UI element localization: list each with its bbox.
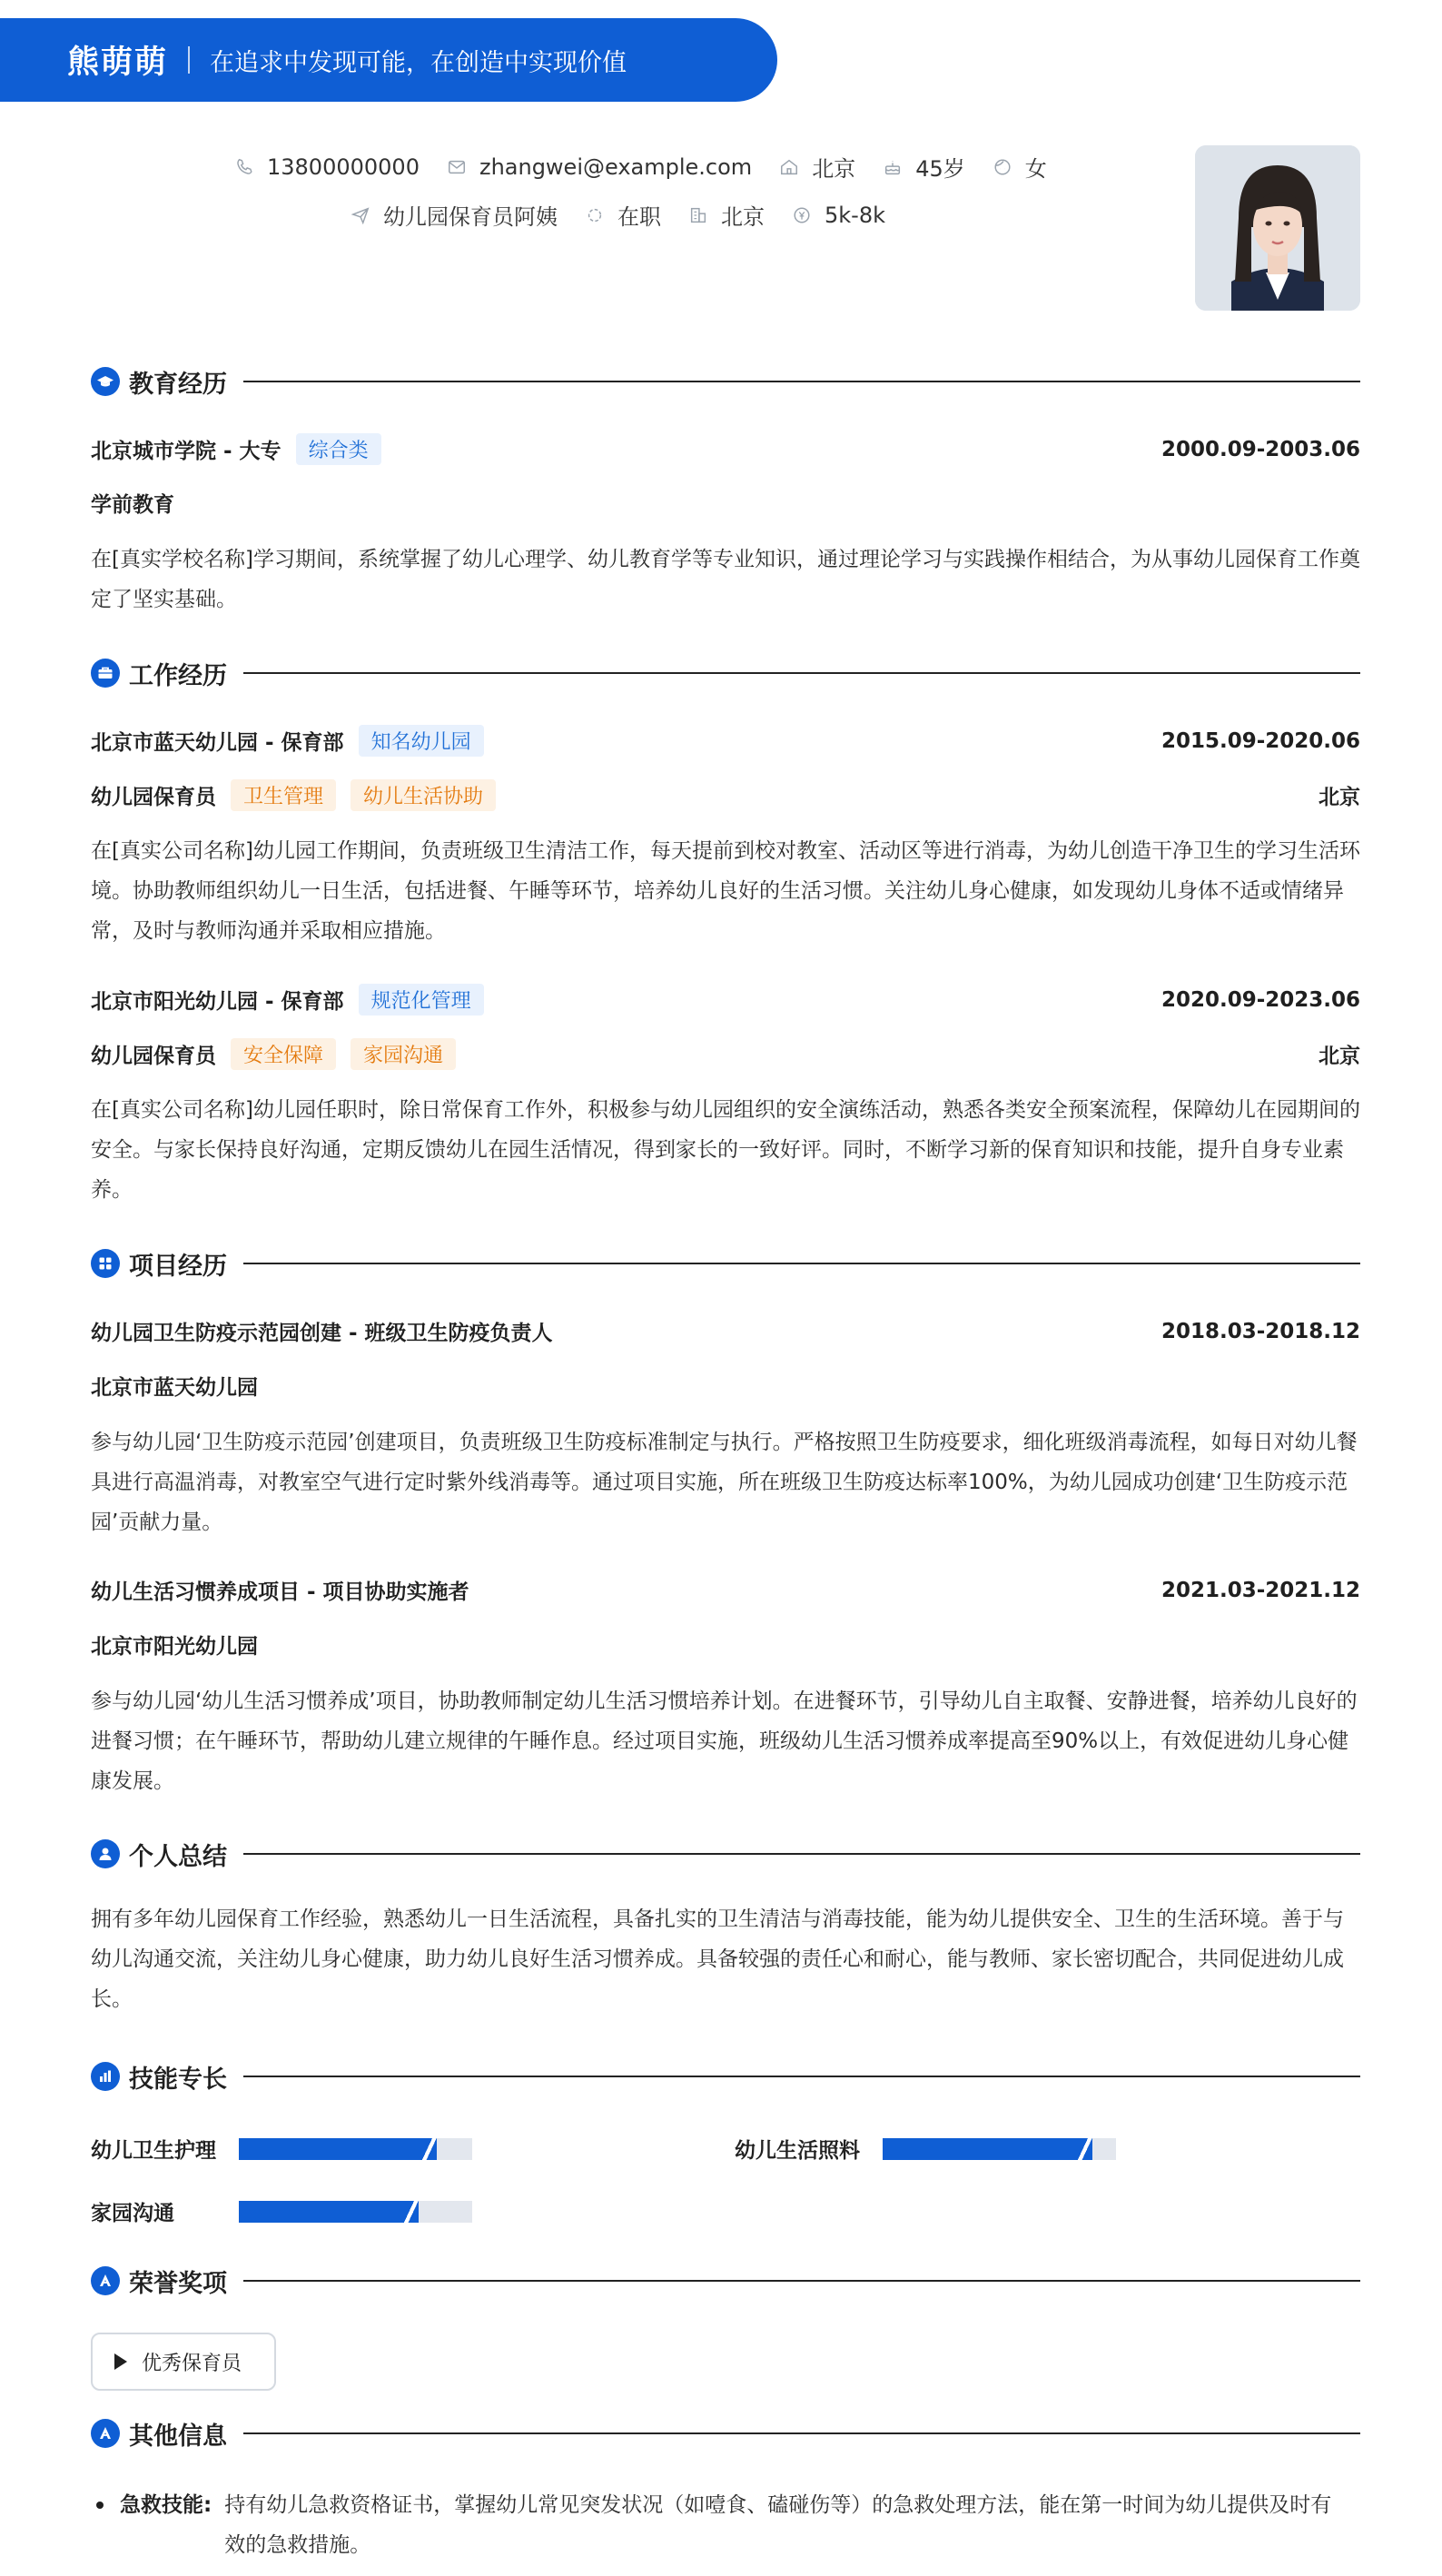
- section-summary-title: 个人总结: [129, 1842, 227, 1871]
- contact-row-2: [351, 199, 885, 231]
- work-1-skill-tag: 幼儿生活协助: [351, 779, 496, 811]
- section-divider: [243, 672, 1360, 674]
- section-awards-title: 荣誉奖项: [129, 2269, 227, 2298]
- section-divider: [243, 2076, 1360, 2077]
- face-icon: [993, 157, 1012, 177]
- work-1-header: [91, 725, 1360, 757]
- contact-salary-text: 5k-8k: [825, 202, 885, 228]
- section-divider: [243, 2432, 1360, 2434]
- work-2-role-row: [91, 1038, 1360, 1070]
- project-1-title: 幼儿园卫生防疫示范园创建 - 班级卫生防疫负责人: [91, 1322, 553, 1345]
- header-divider: [188, 46, 190, 74]
- education-description: 在[真实学校名称]学习期间，系统掌握了幼儿心理学、幼儿教育学等专业知识，通过理论学习与实践操作相结合，为从事幼儿园保育工作奠定了坚实基础。: [91, 548, 1360, 611]
- contact-age: [883, 151, 965, 183]
- skill-bar: [239, 2138, 472, 2160]
- skill-item: [91, 2196, 472, 2226]
- work-2-location: 北京: [1319, 1045, 1360, 1068]
- project-1-date: 2018.03-2018.12: [1161, 1319, 1360, 1343]
- project-1-org: 北京市蓝天幼儿园: [91, 1376, 258, 1400]
- grid-icon: [91, 1249, 120, 1278]
- section-projects-title: 项目经历: [129, 1252, 227, 1281]
- section-divider: [243, 2280, 1360, 2282]
- building-icon: [688, 205, 708, 225]
- section-divider: [243, 1263, 1360, 1264]
- section-skills: [91, 2058, 1360, 2095]
- contact-gender-text: 女: [1024, 156, 1047, 182]
- skill-bar: [883, 2138, 1116, 2160]
- contact-phone-text: 13800000000: [267, 154, 420, 180]
- award-icon: [91, 2266, 120, 2295]
- skill-fill: [883, 2138, 1092, 2160]
- work-2-company: 北京市阳光幼儿园 - 保育部: [91, 990, 344, 1014]
- candidate-name: 熊萌萌: [67, 45, 169, 81]
- contact-row-1: [234, 151, 1047, 183]
- phone-icon: [234, 157, 254, 177]
- project-1-header: [91, 1316, 1360, 1346]
- award-badge: [91, 2333, 276, 2391]
- summary-text: 拥有多年幼儿园保育工作经验，熟悉幼儿一日生活流程，具备扎实的卫生清洁与消毒技能，能为幼儿提供安全、卫生的生活环境。善于与幼儿沟通交流，关注幼儿身心健康，助力幼儿良好生活习惯养成。具备较强的责任心和耐心，能与教师、家长密切配合，共同促进幼儿成长。: [91, 1907, 1344, 2011]
- education-major: 学前教育: [91, 493, 174, 517]
- section-work-title: 工作经历: [129, 661, 227, 690]
- work-1-skill-tag: 卫生管理: [231, 779, 336, 811]
- section-education-title: 教育经历: [129, 370, 227, 399]
- skill-fill: [239, 2138, 437, 2160]
- section-other: [91, 2415, 1360, 2452]
- work-2-tag: 规范化管理: [359, 984, 484, 1016]
- section-awards: [91, 2263, 1360, 2299]
- skill-label: 幼儿卫生护理: [91, 2139, 216, 2163]
- skill-label: 家园沟通: [91, 2202, 174, 2225]
- work-2-role: 幼儿园保育员: [91, 1045, 216, 1068]
- skill-item: [735, 2134, 1116, 2164]
- work-1-company: 北京市蓝天幼儿园 - 保育部: [91, 731, 344, 755]
- work-2-description: 在[真实公司名称]幼儿园任职时，除日常保育工作外，积极参与幼儿园组织的安全演练活动，熟悉各类安全预案流程，保障幼儿在园期间的安全。与家长保持良好沟通，定期反馈幼儿在园生活情况，得到家长的一致好评。同时，不断学习新的保育知识和技能，提升自身专业素养。: [91, 1098, 1360, 1202]
- contact-status-text: 在职: [617, 204, 661, 230]
- header-banner: [0, 18, 777, 102]
- project-2-org-row: [91, 1630, 1360, 1660]
- project-2-header: [91, 1575, 1360, 1605]
- contact-work-city: [688, 199, 765, 231]
- section-other-title: 其他信息: [129, 2422, 227, 2451]
- education-major-row: [91, 488, 1360, 518]
- bullet-dot: [96, 2502, 104, 2509]
- work-1-date: 2015.09-2020.06: [1161, 728, 1360, 753]
- status-icon: [585, 205, 605, 225]
- project-2-title: 幼儿生活习惯养成项目 - 项目协助实施者: [91, 1580, 469, 1604]
- work-2-header: [91, 984, 1360, 1016]
- work-1-role-row: [91, 779, 1360, 811]
- contact-salary: [792, 203, 885, 228]
- skill-fill: [239, 2201, 419, 2223]
- skill-label: 幼儿生活照料: [735, 2139, 860, 2163]
- work-2-skill-tag: 安全保障: [231, 1038, 336, 1070]
- user-icon: [91, 1839, 120, 1868]
- play-icon: [114, 2353, 127, 2370]
- project-2-date: 2021.03-2021.12: [1161, 1578, 1360, 1602]
- other-item-label: 急救技能:: [120, 2493, 212, 2517]
- cake-icon: [883, 157, 903, 177]
- home-icon: [779, 157, 799, 177]
- section-divider: [243, 381, 1360, 382]
- section-divider: [243, 1853, 1360, 1855]
- contact-city-text: 北京: [812, 156, 856, 182]
- skill-item: [91, 2134, 472, 2164]
- info-icon: [91, 2419, 120, 2448]
- section-skills-title: 技能专长: [129, 2065, 227, 2094]
- bar-chart-icon: [91, 2062, 120, 2091]
- contact-email: [447, 154, 752, 180]
- project-1-org-row: [91, 1371, 1360, 1401]
- education-date: 2000.09-2003.06: [1161, 437, 1360, 461]
- send-icon: [351, 205, 370, 225]
- contact-age-text: 45岁: [915, 156, 965, 182]
- work-1-role: 幼儿园保育员: [91, 786, 216, 809]
- section-projects: [91, 1245, 1360, 1282]
- skill-bar: [239, 2201, 472, 2223]
- contact-email-text: zhangwei@example.com: [479, 154, 753, 180]
- work-1-location: 北京: [1319, 786, 1360, 809]
- contact-work-city-text: 北京: [721, 204, 765, 230]
- contact-status: [585, 199, 661, 231]
- other-item-text: 持有幼儿急救资格证书，掌握幼儿常见突发状况（如噎食、磕碰伤等）的急救处理方法，能在第一时间为幼儿提供及时有效的急救措施。: [224, 2493, 1332, 2557]
- education-tag: 综合类: [296, 433, 381, 465]
- section-summary: [91, 1836, 1360, 1872]
- graduation-cap-icon: [91, 367, 120, 396]
- work-1-tag: 知名幼儿园: [359, 725, 484, 757]
- project-2-org: 北京市阳光幼儿园: [91, 1635, 258, 1659]
- header-slogan: 在追求中发现可能，在创造中实现价值: [210, 48, 627, 77]
- contact-gender: [993, 151, 1047, 183]
- section-work: [91, 655, 1360, 691]
- briefcase-icon: [91, 659, 120, 688]
- education-school: 北京城市学院 - 大专: [91, 440, 281, 463]
- coin-icon: [792, 205, 812, 225]
- contact-phone: [234, 154, 420, 180]
- work-2-date: 2020.09-2023.06: [1161, 987, 1360, 1012]
- section-education: [91, 363, 1360, 400]
- contact-position: [351, 199, 558, 231]
- project-1-description: 参与幼儿园‘卫生防疫示范园’创建项目，负责班级卫生防疫标准制定与执行。严格按照卫生防疫要求，细化班级消毒流程，如每日对幼儿餐具进行高温消毒，对教室空气进行定时紫外线消毒等。通过项目实施，所在班级卫生防疫达标率100%，为幼儿园成功创建‘卫生防疫示范园’贡献力量。: [91, 1431, 1358, 1534]
- project-2-description: 参与幼儿园‘幼儿生活习惯养成’项目，协助教师制定幼儿生活习惯培养计划。在进餐环节，引导幼儿自主取餐、安静进餐，培养幼儿良好的进餐习惯；在午睡环节，帮助幼儿建立规律的午睡作息。经过项目实施，班级幼儿生活习惯养成率提高至90%以上，有效促进幼儿身心健康发展。: [91, 1689, 1358, 1793]
- contact-position-text: 幼儿园保育员阿姨: [383, 204, 558, 230]
- work-2-skill-tag: 家园沟通: [351, 1038, 456, 1070]
- award-text: 优秀保育员: [142, 2352, 242, 2375]
- other-item: [91, 2485, 1360, 2565]
- profile-photo: [1195, 145, 1360, 311]
- education-header: [91, 433, 1360, 465]
- work-1-description: 在[真实公司名称]幼儿园工作期间，负责班级卫生清洁工作，每天提前到校对教室、活动区等进行消毒，为幼儿创造干净卫生的学习生活环境。协助教师组织幼儿一日生活，包括进餐、午睡等环节，培养幼儿良好的生活习惯。关注幼儿身心健康，如发现幼儿身体不适或情绪异常，及时与教师沟通并采取相应措施。: [91, 839, 1360, 943]
- contact-city: [779, 151, 855, 183]
- mail-icon: [447, 157, 467, 177]
